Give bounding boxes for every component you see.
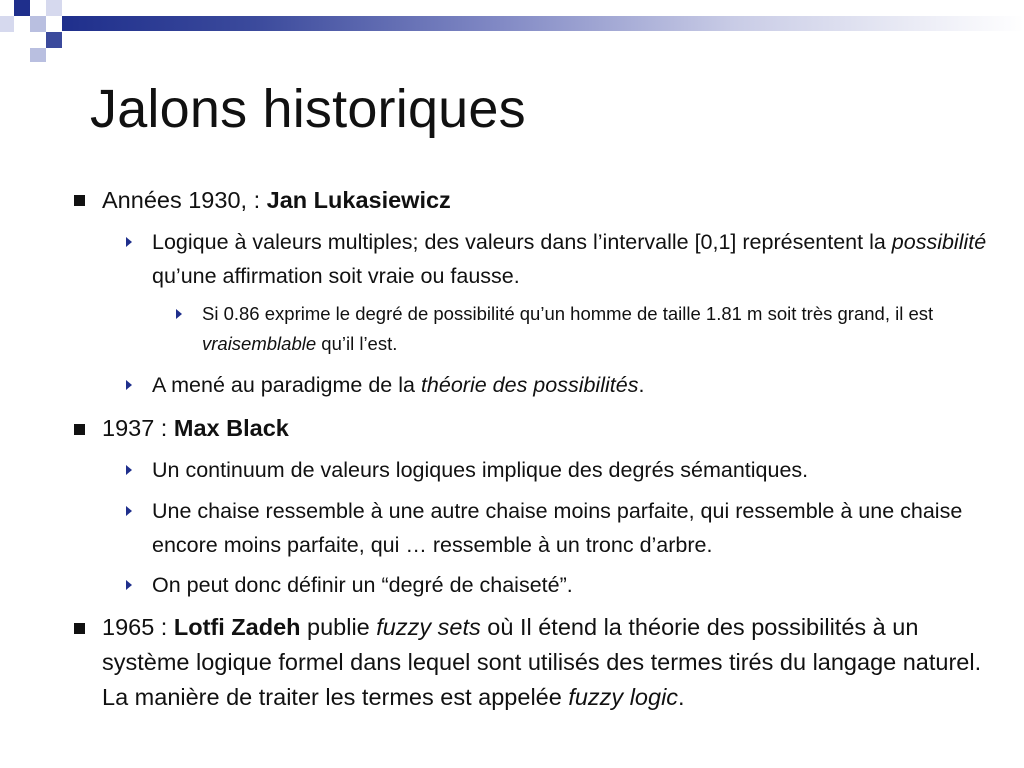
item-text: 1965 : xyxy=(102,614,174,640)
bullet-item: On peut donc définir un “degré de chaiseté”. xyxy=(152,573,573,597)
bullet-item: Une chaise ressemble à une autre chaise moins parfaite, qui ressemble à une chaise encore moins parfaite, qui … ressemble à un tronc d’arbre. xyxy=(152,499,963,557)
arrow-bullet-icon xyxy=(126,237,132,247)
slide-title: Jalons historiques xyxy=(90,79,526,139)
bullet-item xyxy=(202,299,992,359)
item-text: A mené au paradigme de la xyxy=(152,373,421,397)
item-text: . xyxy=(638,373,645,397)
item-text: . xyxy=(678,684,685,710)
bullet-item xyxy=(102,610,982,715)
arrow-bullet-icon xyxy=(126,580,132,590)
bullet-item xyxy=(152,368,992,402)
emphasis-text: possibilité xyxy=(891,230,987,254)
arrow-bullet-icon xyxy=(176,309,182,319)
arrow-bullet-icon xyxy=(126,380,132,390)
square-bullet xyxy=(74,623,85,634)
item-text: qu’une affirmation soit vraie ou fausse. xyxy=(152,264,520,288)
item-text: où Il étend la théorie des possibilités à un système logique formel dans lequel sont utilisés des termes tirés du langage naturel. La manière de traiter les termes est appelée xyxy=(102,614,982,710)
bullet-item xyxy=(102,183,982,218)
person-name: Jan Lukasiewicz xyxy=(266,187,451,213)
person-name: Lotfi Zadeh xyxy=(173,614,301,640)
item-text: publie xyxy=(300,614,377,640)
square-bullet xyxy=(74,424,85,435)
arrow-bullet-icon xyxy=(126,506,132,516)
emphasis-text: théorie des possibilités xyxy=(420,373,639,397)
person-name: Max Black xyxy=(173,415,289,441)
emphasis-text: vraisemblable xyxy=(202,333,317,354)
emphasis-text: fuzzy sets xyxy=(376,614,481,640)
emphasis-text: fuzzy logic xyxy=(568,684,679,710)
bullet-item: Un continuum de valeurs logiques implique des degrés sémantiques. xyxy=(152,458,809,482)
bullet-item xyxy=(102,411,982,446)
square-bullet xyxy=(74,195,85,206)
item-text: 1937 : xyxy=(102,415,174,441)
item-text: qu’il l’est. xyxy=(316,333,398,354)
arrow-bullet-icon xyxy=(126,465,132,475)
bullet-item xyxy=(152,225,992,293)
item-text: Logique à valeurs multiples; des valeurs dans l’intervalle [0,1] représentent la xyxy=(152,230,892,254)
item-text: Si 0.86 exprime le degré de possibilité qu’un homme de taille 1.81 m soit très grand, il est xyxy=(202,303,934,324)
item-text: Années 1930, : xyxy=(102,187,267,213)
